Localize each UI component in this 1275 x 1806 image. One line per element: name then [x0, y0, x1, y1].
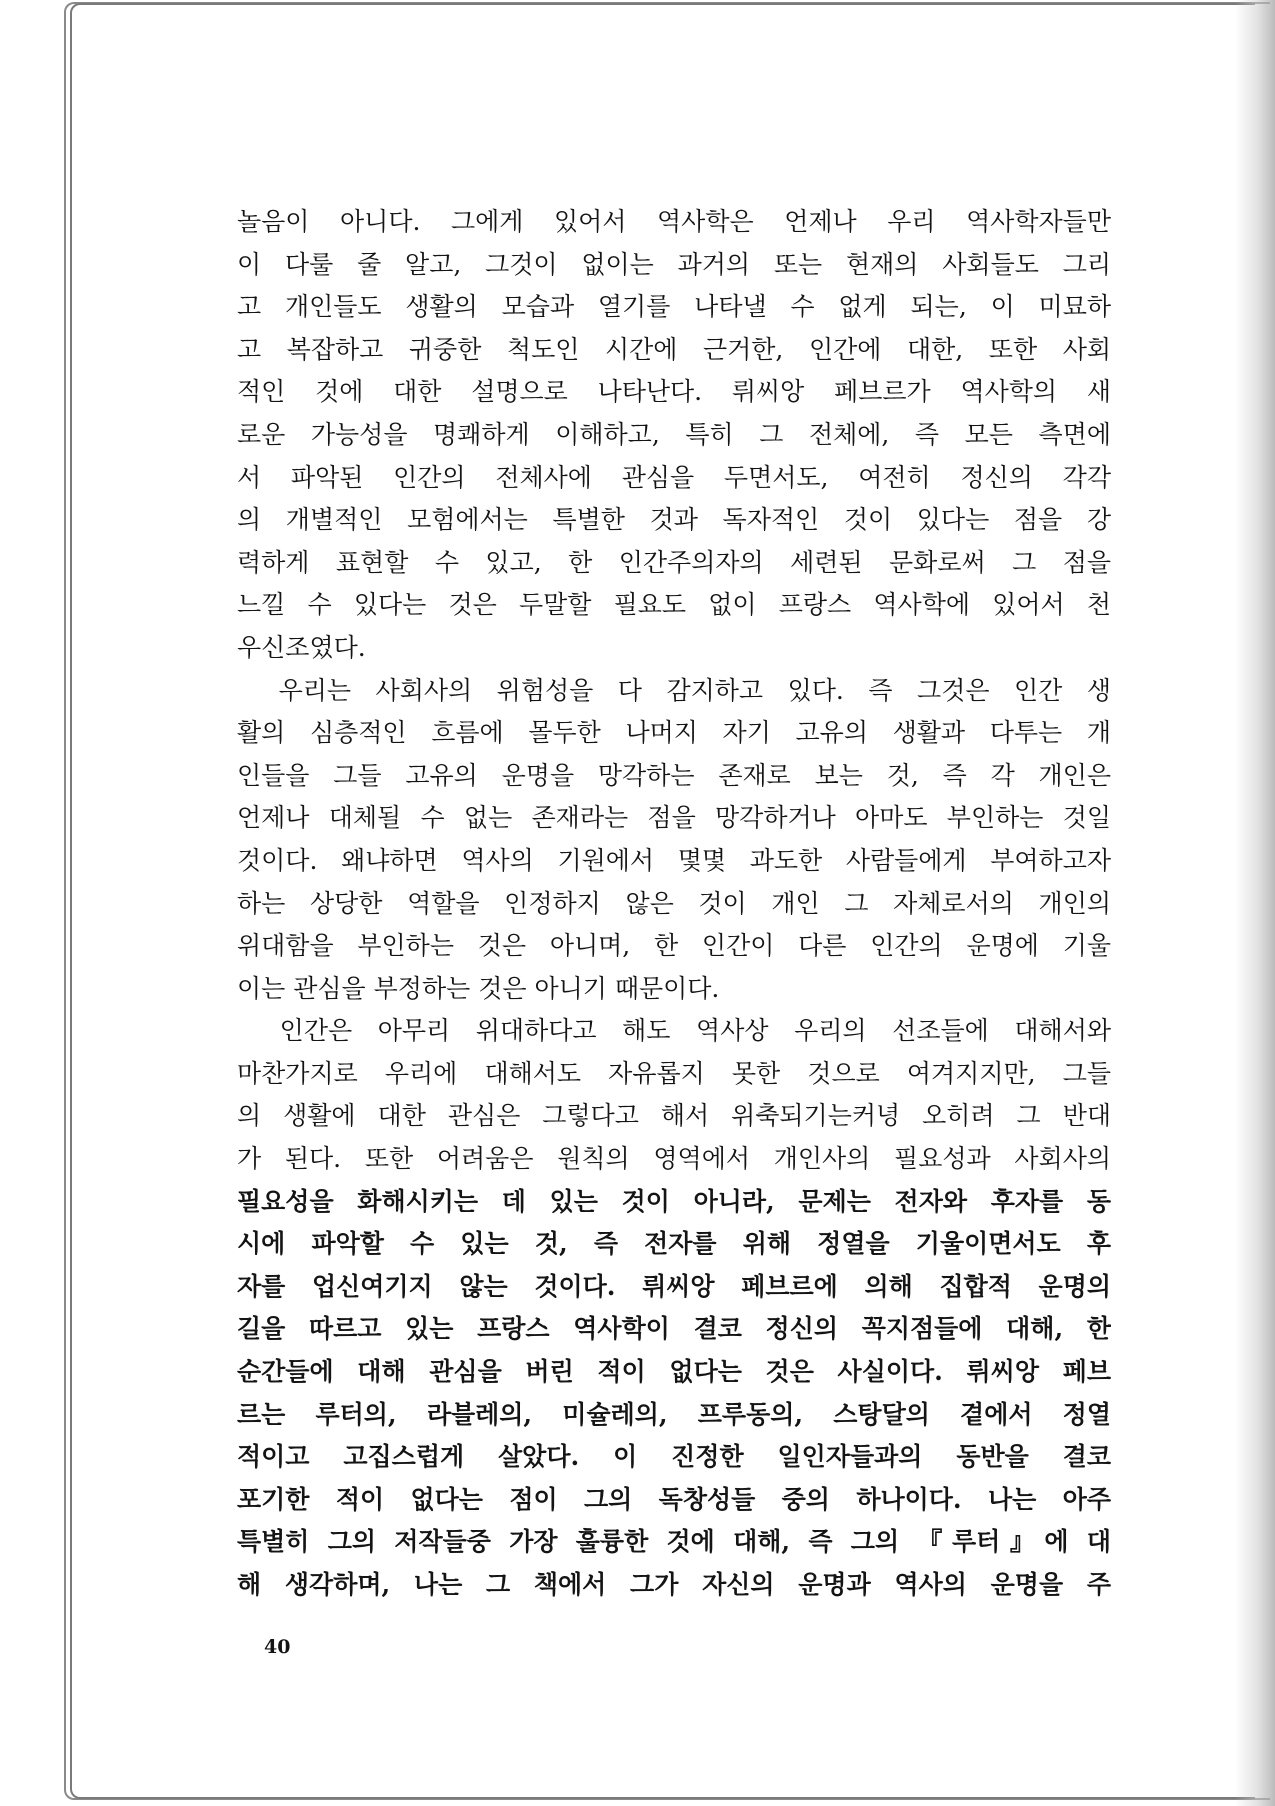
text-line: 이 다룰 줄 알고, 그것이 없이는 과거의 또는 현재의 사회들도 그리 — [237, 249, 1111, 279]
text-line: 력하게 표현할 수 있고, 한 인간주의자의 세련된 문화로써 그 점을 — [237, 547, 1111, 577]
text-line: 특별히 그의 저작들중 가장 훌륭한 것에 대해, 즉 그의 『루터』에 대 — [237, 1527, 1111, 1557]
text-line: 이는 관심을 부정하는 것은 아니기 때문이다. — [237, 973, 720, 1003]
text-line: 고 개인들도 생활의 모습과 열기를 나타낼 수 없게 되는, 이 미묘하 — [237, 292, 1111, 322]
text-line: 위대함을 부인하는 것은 아니며, 한 인간이 다른 인간의 운명에 기울 — [237, 931, 1111, 961]
text-line: 우리는 사회사의 위험성을 다 감지하고 있다. 즉 그것은 인간 생 — [237, 675, 1111, 705]
text-line: 길을 따르고 있는 프랑스 역사학이 결코 정신의 꼭지점들에 대해, 한 — [237, 1314, 1111, 1344]
text-line: 인들을 그들 고유의 운명을 망각하는 존재로 보는 것, 즉 각 개인은 — [237, 760, 1111, 790]
text-line: 순간들에 대해 관심을 버린 적이 없다는 것은 사실이다. 뤼씨앙 페브 — [237, 1357, 1111, 1387]
text-line: 시에 파악할 수 있는 것, 즉 전자를 위해 정열을 기울이면서도 후 — [237, 1229, 1111, 1259]
text-line: 인간은 아무리 위대하다고 해도 역사상 우리의 선조들에 대해서와 — [237, 1016, 1111, 1046]
text-line: 필요성을 화해시키는 데 있는 것이 아니라, 문제는 전자와 후자를 동 — [237, 1186, 1111, 1216]
text-line: 가 된다. 또한 어려움은 원칙의 영역에서 개인사의 필요성과 사회사의 — [237, 1144, 1111, 1174]
text-line: 것이다. 왜냐하면 역사의 기원에서 몇몇 과도한 사람들에게 부여하고자 — [237, 845, 1111, 875]
page-gutter-shadow — [1235, 0, 1275, 1806]
text-line: 적인 것에 대한 설명으로 나타난다. 뤼씨앙 페브르가 역사학의 새 — [237, 377, 1111, 407]
text-line: 해 생각하며, 나는 그 책에서 그가 자신의 운명과 역사의 운명을 주 — [237, 1570, 1111, 1599]
text-line: 우신조였다. — [237, 632, 366, 662]
text-line: 느낄 수 있다는 것은 두말할 필요도 없이 프랑스 역사학에 있어서 천 — [237, 590, 1111, 620]
text-line: 의 생활에 대한 관심은 그렇다고 해서 위축되기는커녕 오히려 그 반대 — [237, 1101, 1111, 1131]
text-line: 마찬가지로 우리에 대해서도 자유롭지 못한 것으로 여겨지지만, 그들 — [237, 1058, 1111, 1088]
text-line: 고 복잡하고 귀중한 척도인 시간에 근거한, 인간에 대한, 또한 사회 — [237, 334, 1111, 364]
text-line: 언제나 대체될 수 없는 존재라는 점을 망각하거나 아마도 부인하는 것일 — [237, 803, 1111, 833]
text-line: 서 파악된 인간의 전체사에 관심을 두면서도, 여전히 정신의 각각 — [237, 462, 1111, 492]
text-line: 포기한 적이 없다는 점이 그의 독창성들 중의 하나이다. 나는 아주 — [237, 1484, 1111, 1514]
text-line: 하는 상당한 역할을 인정하지 않은 것이 개인 그 자체로서의 개인의 — [237, 888, 1111, 918]
text-line: 르는 루터의, 라블레의, 미슐레의, 프루동의, 스탕달의 곁에서 정열 — [237, 1399, 1111, 1429]
text-line: 적이고 고집스럽게 살았다. 이 진정한 일인자들과의 동반을 결코 — [237, 1442, 1111, 1472]
text-line: 활의 심층적인 흐름에 몰두한 나머지 자기 고유의 생활과 다투는 개 — [237, 718, 1111, 748]
text-line: 자를 업신여기지 않는 것이다. 뤼씨앙 페브르에 의해 집합적 운명의 — [237, 1271, 1111, 1301]
body-text — [237, 201, 1111, 1607]
page-number: 40 — [264, 1636, 291, 1658]
text-line: 의 개별적인 모험에서는 특별한 것과 독자적인 것이 있다는 점을 강 — [237, 505, 1111, 535]
text-line: 로운 가능성을 명쾌하게 이해하고, 특히 그 전체에, 즉 모든 측면에 — [237, 419, 1111, 449]
text-line: 놀음이 아니다. 그에게 있어서 역사학은 언제나 우리 역사학자들만 — [237, 207, 1111, 236]
